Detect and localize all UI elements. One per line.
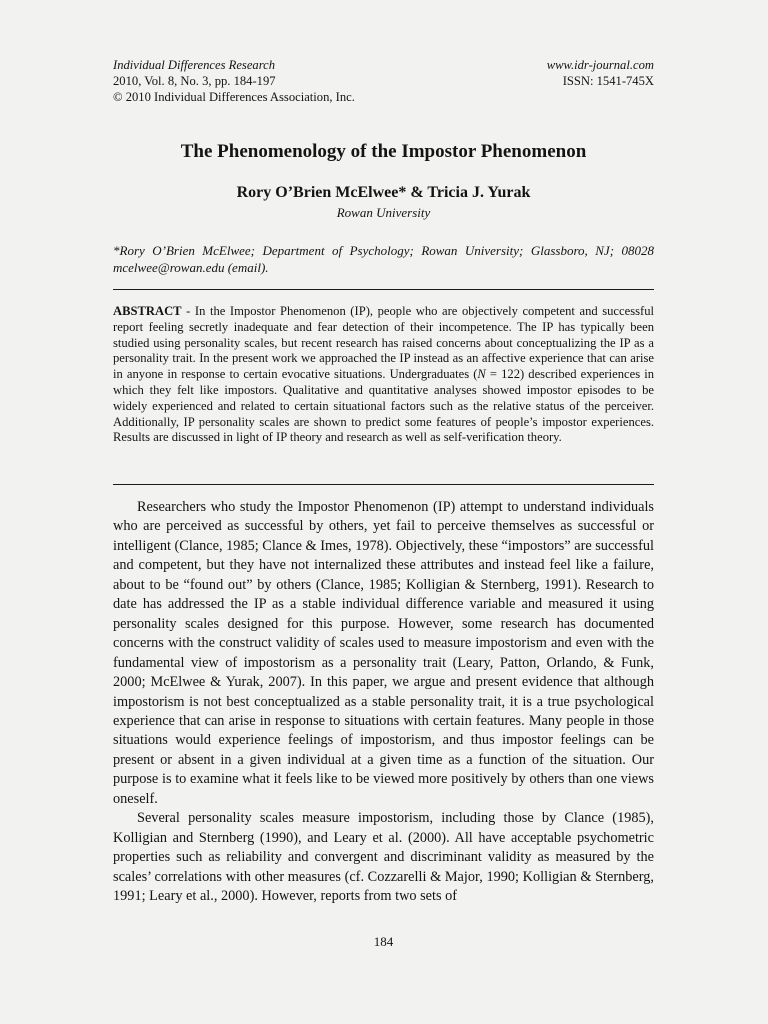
body-paragraph-2: Several personality scales measure impostorism, including those by Clance (1985), Kolligian and Sternberg (1990), and Leary et al. (2000). All have acceptable psychometric properties such as reliability and convergent and discriminant validity as measured by the scales’ correlations with other measures (cf. Cozzarelli & Major, 1990; Kolligian & Sternberg, 1991; Leary et al., 2000). However, reports from two sets of [113, 810, 654, 905]
corresponding-author-contact [113, 242, 654, 276]
contact-email: mcelwee@rowan.edu (email). [113, 260, 269, 275]
body-paragraph-1: Researchers who study the Impostor Phenomenon (IP) attempt to understand individuals who are perceived as successful by others, yet fail to perceive themselves as successful or intelligent (Clance, 1985; Clance & Imes, 1978). Objectively, these “impostors” are successful and competent, but they have not internalized these attributes and instead feel like a failure, about to be “found out” by others (Clance, 1985; Kolligian & Sternberg, 1991). Research to date has addressed the IP as a stable individual difference variable and measured it using personality scales designed for this purpose. However, some research has documented concerns with the construct validity of scales used to measure impostorism and even with the fundamental view of impostorism as a personality trait (Leary, Patton, Orlando, & Funk, 2000; McElwee & Yurak, 2007). In this paper, we argue and present evidence that although impostorism is not best conceptualized as a stable personality trait, it is a true psychological experience that can arise in response to situations with certain features. Many people in those situations would experience feelings of impostorism, and thus impostor feelings can be present or absent in a given individual at a given time as a function of the situation. Our purpose is to examine what it feels like to be viewed more positively by others than one views oneself. [113, 499, 655, 807]
abstract-n-symbol: N [477, 367, 486, 382]
issn: ISSN: 1541-745X [562, 74, 654, 88]
journal-header [113, 57, 654, 105]
page-number: 184 [373, 934, 394, 949]
abstract-text-part1: - In the Impostor Phenomenon (IP), people who are objectively competent and successful report feeling secretly inadequate and fear detection of their incompetence. The IP has typically been studied using personality scales, but recent research has raised concerns about conceptualizing the IP as a personality trait. In the present work we approached the IP instead as an affective experience that can arise in anyone in response to certain evocative situations. Undergraduates ( [113, 304, 654, 382]
abstract-text-part2: = 122) described experiences in which they felt like impostors. Qualitative and quantitative analyses showed impostor episodes to be widely experienced and related to certain situational factors such as the relative status of the perceiver. Additionally, IP personality scales are shown to predict some features of people’s impostor experiences. Results are discussed in light of IP theory and research as well as self-verification theory. [113, 367, 654, 445]
copyright-notice: © 2010 Individual Differences Association, Inc. [113, 90, 355, 104]
article-body [113, 498, 654, 907]
abstract-label: ABSTRACT [113, 304, 182, 318]
abstract-block [113, 304, 654, 446]
abstract-top-rule [113, 289, 654, 290]
contact-address: *Rory O’Brien McElwee; Department of Psychology; Rowan University; Glassboro, NJ; 08028 [113, 243, 654, 258]
journal-name: Individual Differences Research [113, 58, 276, 72]
abstract-bottom-rule [113, 484, 654, 485]
journal-website: www.idr-journal.com [546, 58, 654, 72]
volume-info: 2010, Vol. 8, No. 3, pp. 184-197 [113, 74, 276, 88]
author-affiliation: Rowan University [336, 205, 431, 220]
article-authors: Rory O’Brien McElwee* & Tricia J. Yurak [236, 184, 531, 201]
article-title: The Phenomenology of the Impostor Phenomenon [180, 141, 587, 162]
header-row-2 [113, 73, 654, 89]
header-row-3 [113, 89, 654, 105]
header-row-1 [113, 57, 654, 73]
